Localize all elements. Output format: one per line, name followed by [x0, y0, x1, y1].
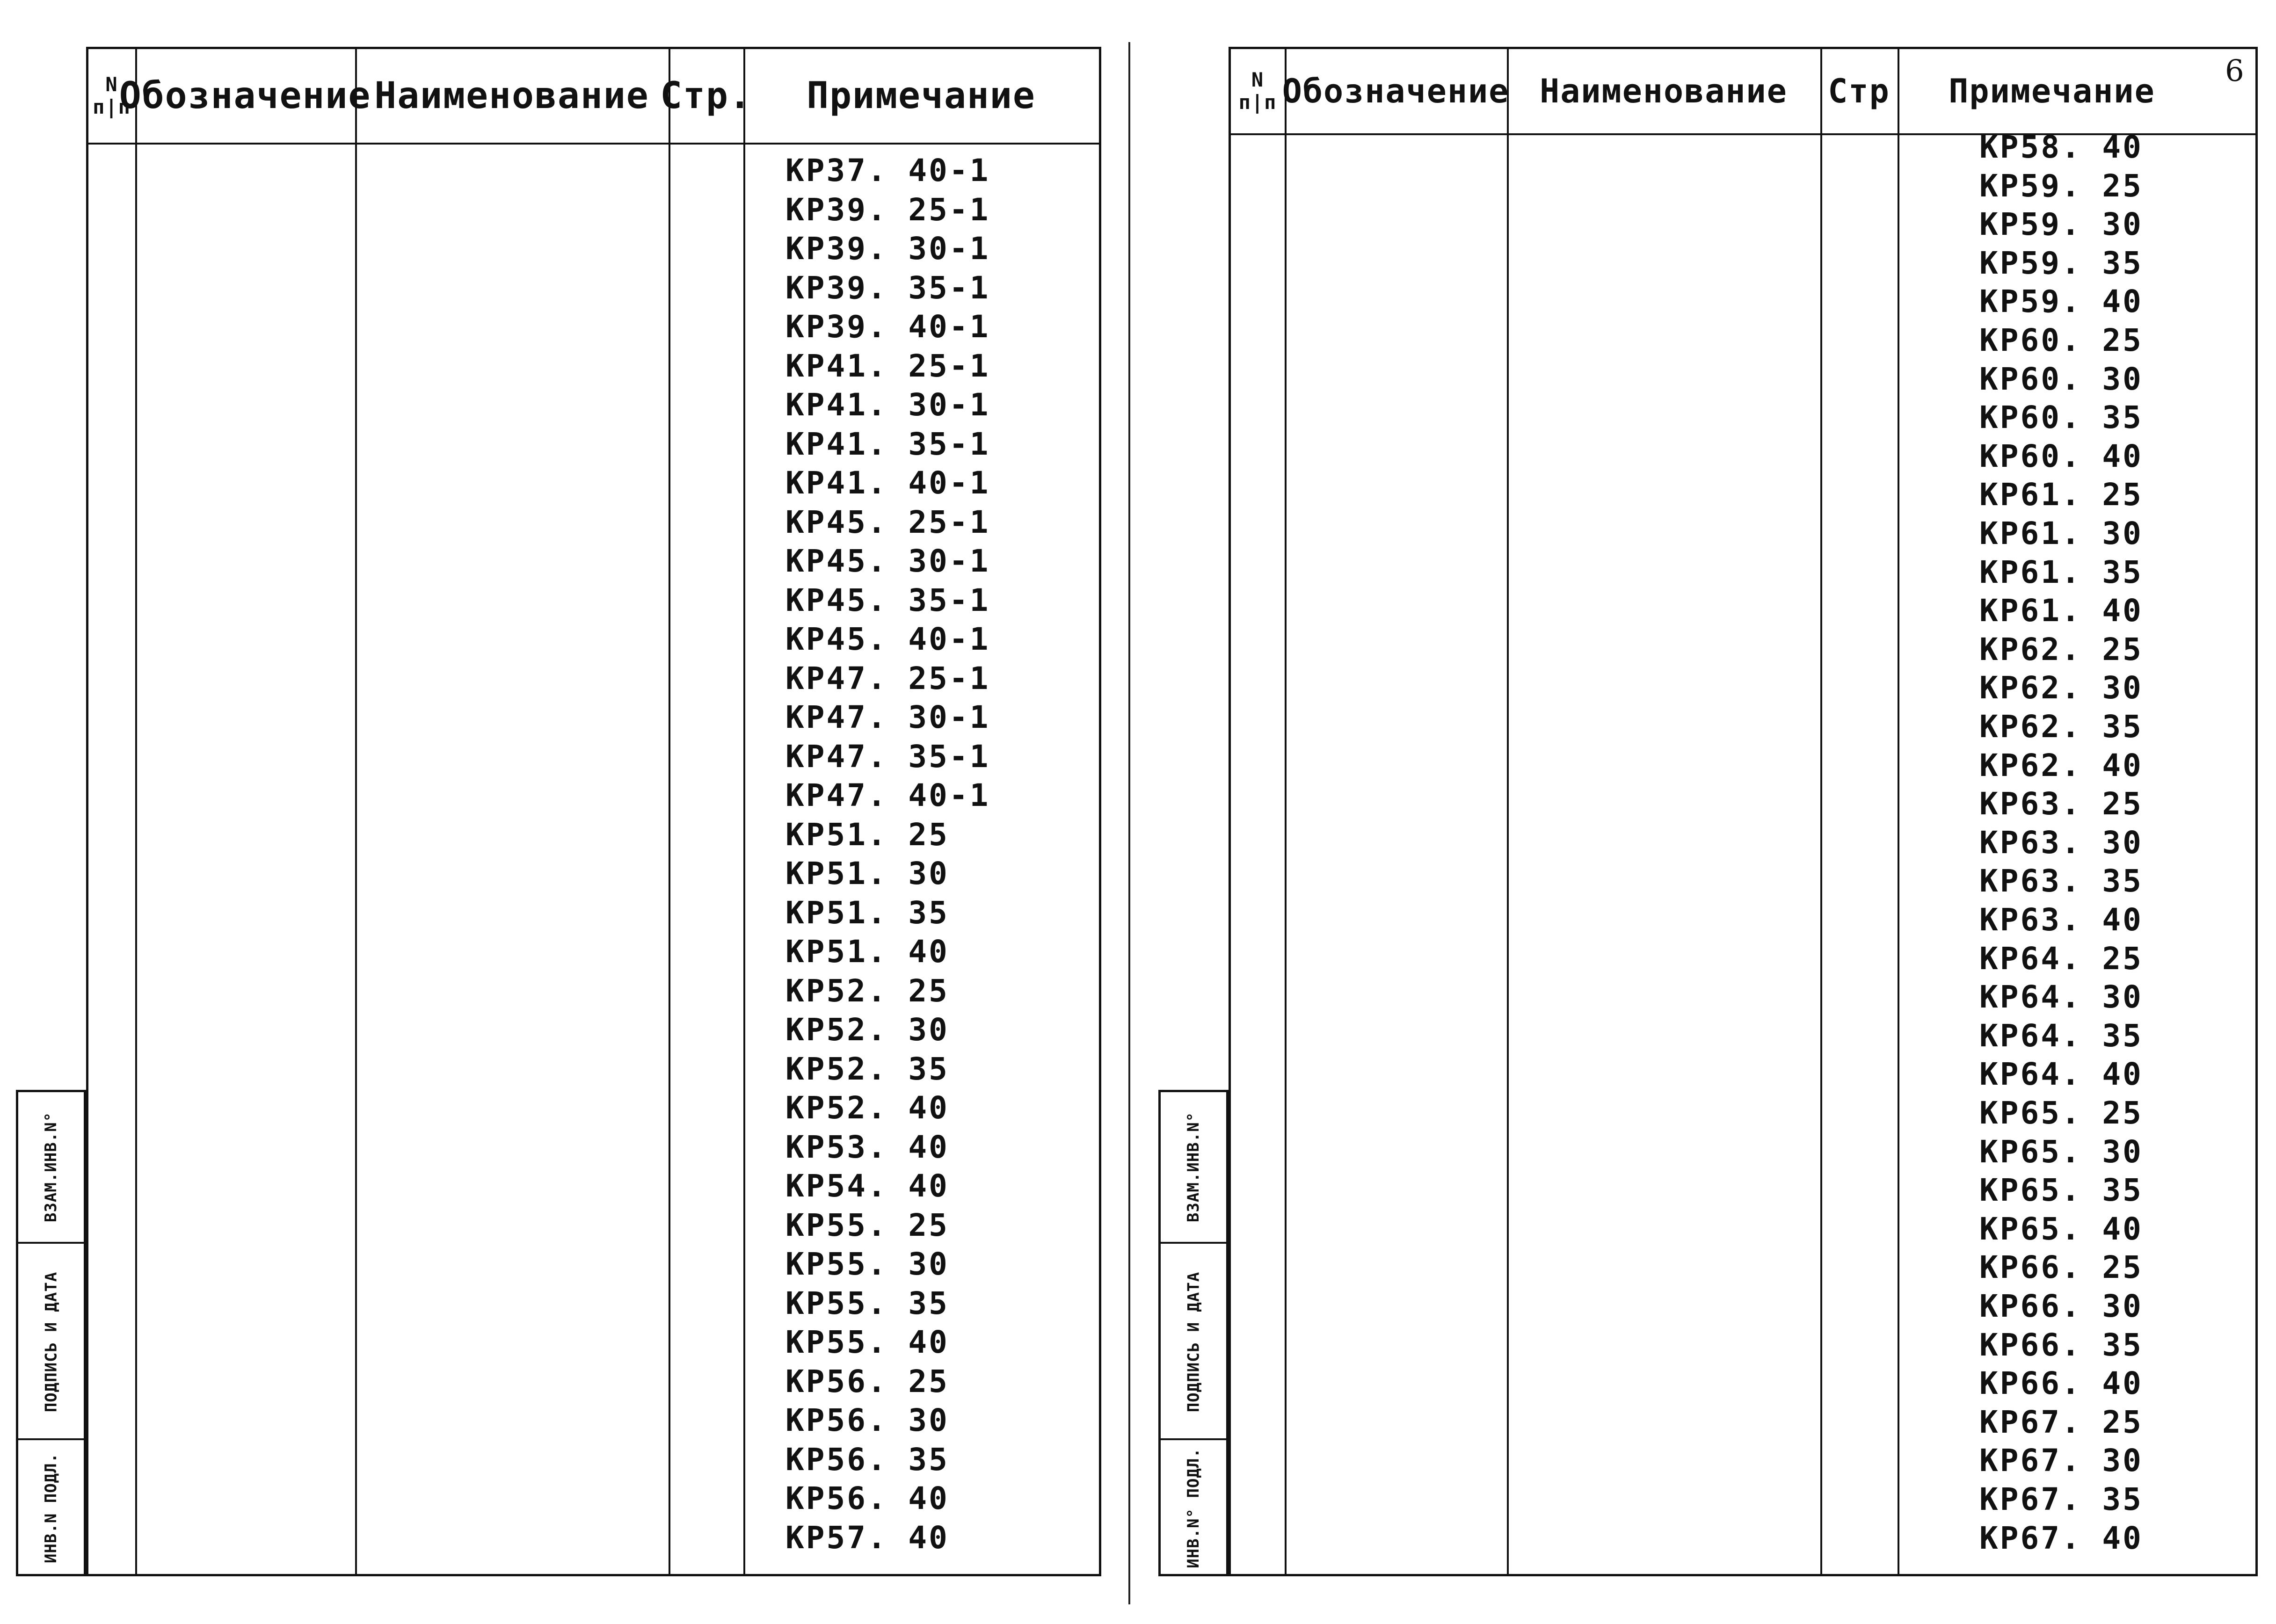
note-item: КР62. 35 — [1979, 709, 2143, 745]
note-item: КР61. 40 — [1979, 593, 2143, 629]
note-item: КР56. 30 — [785, 1402, 949, 1438]
note-item: КР66. 35 — [1979, 1327, 2143, 1363]
col-num-sub-label: п|п — [1238, 91, 1277, 114]
note-item: КР56. 40 — [785, 1480, 949, 1516]
col-note-header: Примечание — [807, 75, 1036, 117]
col-designation-header: Обозначение — [1282, 72, 1510, 110]
right-side-stamp — [1158, 1090, 1229, 1576]
col-designation-header: Обозначение — [119, 75, 371, 117]
note-item: КР64. 35 — [1979, 1017, 2143, 1054]
note-item: КР58. 40 — [1979, 129, 2143, 165]
note-item: КР41. 30-1 — [785, 387, 990, 423]
replace-inv-cell — [18, 1092, 84, 1242]
col-page-header: Стр. — [660, 75, 752, 117]
left-spec-table — [86, 47, 1101, 1576]
note-item: КР39. 35-1 — [785, 269, 990, 306]
note-item: КР60. 30 — [1979, 361, 2143, 397]
note-item: КР60. 40 — [1979, 438, 2143, 474]
replace-inv-label: ВЗАМ.ИНВ.N° — [1184, 1111, 1203, 1223]
col-rule — [135, 49, 137, 1574]
note-item: КР37. 40-1 — [785, 152, 990, 188]
right-note-list — [1979, 129, 2241, 1569]
note-item: КР65. 35 — [1979, 1172, 2143, 1209]
sign-date-cell — [18, 1242, 84, 1440]
col-rule — [669, 49, 670, 1574]
replace-inv-label: ВЗАМ.ИНВ.N° — [42, 1111, 61, 1223]
note-item: КР67. 40 — [1979, 1520, 2143, 1556]
note-item: КР41. 25-1 — [785, 348, 990, 384]
note-item: КР54. 40 — [785, 1168, 949, 1204]
note-item: КР60. 35 — [1979, 399, 2143, 436]
note-item: КР65. 40 — [1979, 1211, 2143, 1247]
note-item: КР55. 40 — [785, 1324, 949, 1360]
note-item: КР66. 25 — [1979, 1249, 2143, 1286]
note-item: КР55. 35 — [785, 1285, 949, 1321]
note-item: КР52. 40 — [785, 1090, 949, 1126]
orig-inv-label: ИНВ.N° ПОДЛ. — [1184, 1448, 1203, 1568]
note-item: КР67. 35 — [1979, 1481, 2143, 1517]
note-item: КР39. 25-1 — [785, 191, 990, 228]
col-rule — [355, 49, 357, 1574]
orig-inv-label: ИНВ.N ПОДЛ. — [42, 1452, 61, 1564]
right-spec-table — [1229, 47, 2258, 1576]
left-side-stamp — [16, 1090, 86, 1576]
col-rule — [1898, 49, 1899, 1574]
replace-inv-cell — [1161, 1092, 1226, 1242]
col-rule — [1507, 49, 1509, 1574]
note-item: КР45. 25-1 — [785, 504, 990, 540]
note-item: КР56. 25 — [785, 1363, 949, 1399]
col-num-header — [1231, 49, 1285, 133]
col-num-label: N — [105, 73, 118, 96]
note-item: КР65. 25 — [1979, 1095, 2143, 1131]
note-item: КР60. 25 — [1979, 322, 2143, 358]
note-item: КР47. 35-1 — [785, 738, 990, 775]
col-name-header: Наименование — [374, 75, 649, 117]
note-item: КР51. 25 — [785, 816, 949, 853]
note-item: КР59. 35 — [1979, 245, 2143, 281]
col-note-header: Примечание — [1949, 72, 2155, 110]
col-rule — [743, 49, 745, 1574]
orig-inv-cell — [18, 1438, 84, 1576]
col-num-label: N — [1251, 68, 1265, 91]
note-item: КР63. 25 — [1979, 786, 2143, 822]
note-item: КР59. 40 — [1979, 283, 2143, 320]
note-item: КР51. 30 — [785, 856, 949, 892]
note-item: КР55. 25 — [785, 1207, 949, 1243]
sign-date-label: ПОДПИСЬ И ДАТА — [42, 1271, 61, 1413]
note-item: КР47. 25-1 — [785, 660, 990, 696]
sheet-separator — [1128, 42, 1130, 1604]
note-item: КР64. 25 — [1979, 940, 2143, 977]
page-number: 6 — [2225, 54, 2244, 88]
note-item: КР61. 35 — [1979, 554, 2143, 590]
sign-date-cell — [1161, 1242, 1226, 1440]
note-item: КР45. 30-1 — [785, 543, 990, 579]
note-item: КР67. 25 — [1979, 1404, 2143, 1440]
note-item: КР61. 30 — [1979, 515, 2143, 551]
col-rule — [1285, 49, 1287, 1574]
note-item: КР39. 40-1 — [785, 309, 990, 345]
note-item: КР59. 25 — [1979, 167, 2143, 204]
note-item: КР56. 35 — [785, 1441, 949, 1478]
note-item: КР55. 30 — [785, 1246, 949, 1282]
orig-inv-cell — [1161, 1438, 1226, 1576]
note-item: КР59. 30 — [1979, 206, 2143, 243]
note-item: КР52. 30 — [785, 1012, 949, 1048]
note-item: КР45. 35-1 — [785, 582, 990, 618]
note-item: КР51. 35 — [785, 894, 949, 931]
note-item: КР41. 35-1 — [785, 426, 990, 462]
sign-date-label: ПОДПИСЬ И ДАТА — [1184, 1271, 1203, 1413]
col-page-header: Стр — [1828, 72, 1890, 110]
note-item: КР39. 30-1 — [785, 231, 990, 267]
note-item: КР61. 25 — [1979, 477, 2143, 513]
left-note-list — [785, 143, 1094, 1569]
note-item: КР41. 40-1 — [785, 465, 990, 501]
note-item: КР52. 35 — [785, 1051, 949, 1087]
note-item: КР63. 40 — [1979, 902, 2143, 938]
note-item: КР62. 40 — [1979, 747, 2143, 783]
note-item: КР47. 30-1 — [785, 699, 990, 735]
note-item: КР62. 30 — [1979, 670, 2143, 706]
col-num-sub-label: п|п — [93, 95, 131, 118]
note-item: КР67. 30 — [1979, 1443, 2143, 1479]
note-item: КР64. 30 — [1979, 979, 2143, 1015]
note-item: КР64. 40 — [1979, 1056, 2143, 1093]
note-item: КР52. 25 — [785, 972, 949, 1009]
note-item: КР51. 40 — [785, 934, 949, 970]
note-item: КР62. 25 — [1979, 631, 2143, 667]
col-name-header: Наименование — [1540, 72, 1788, 110]
note-item: КР47. 40-1 — [785, 777, 990, 813]
note-item: КР63. 30 — [1979, 824, 2143, 861]
note-item: КР53. 40 — [785, 1129, 949, 1165]
note-item: КР65. 30 — [1979, 1133, 2143, 1170]
note-item: КР66. 40 — [1979, 1365, 2143, 1402]
note-item: КР45. 40-1 — [785, 621, 990, 657]
note-item: КР57. 40 — [785, 1519, 949, 1556]
note-item: КР63. 35 — [1979, 863, 2143, 899]
note-item: КР66. 30 — [1979, 1288, 2143, 1324]
col-rule — [1820, 49, 1822, 1574]
